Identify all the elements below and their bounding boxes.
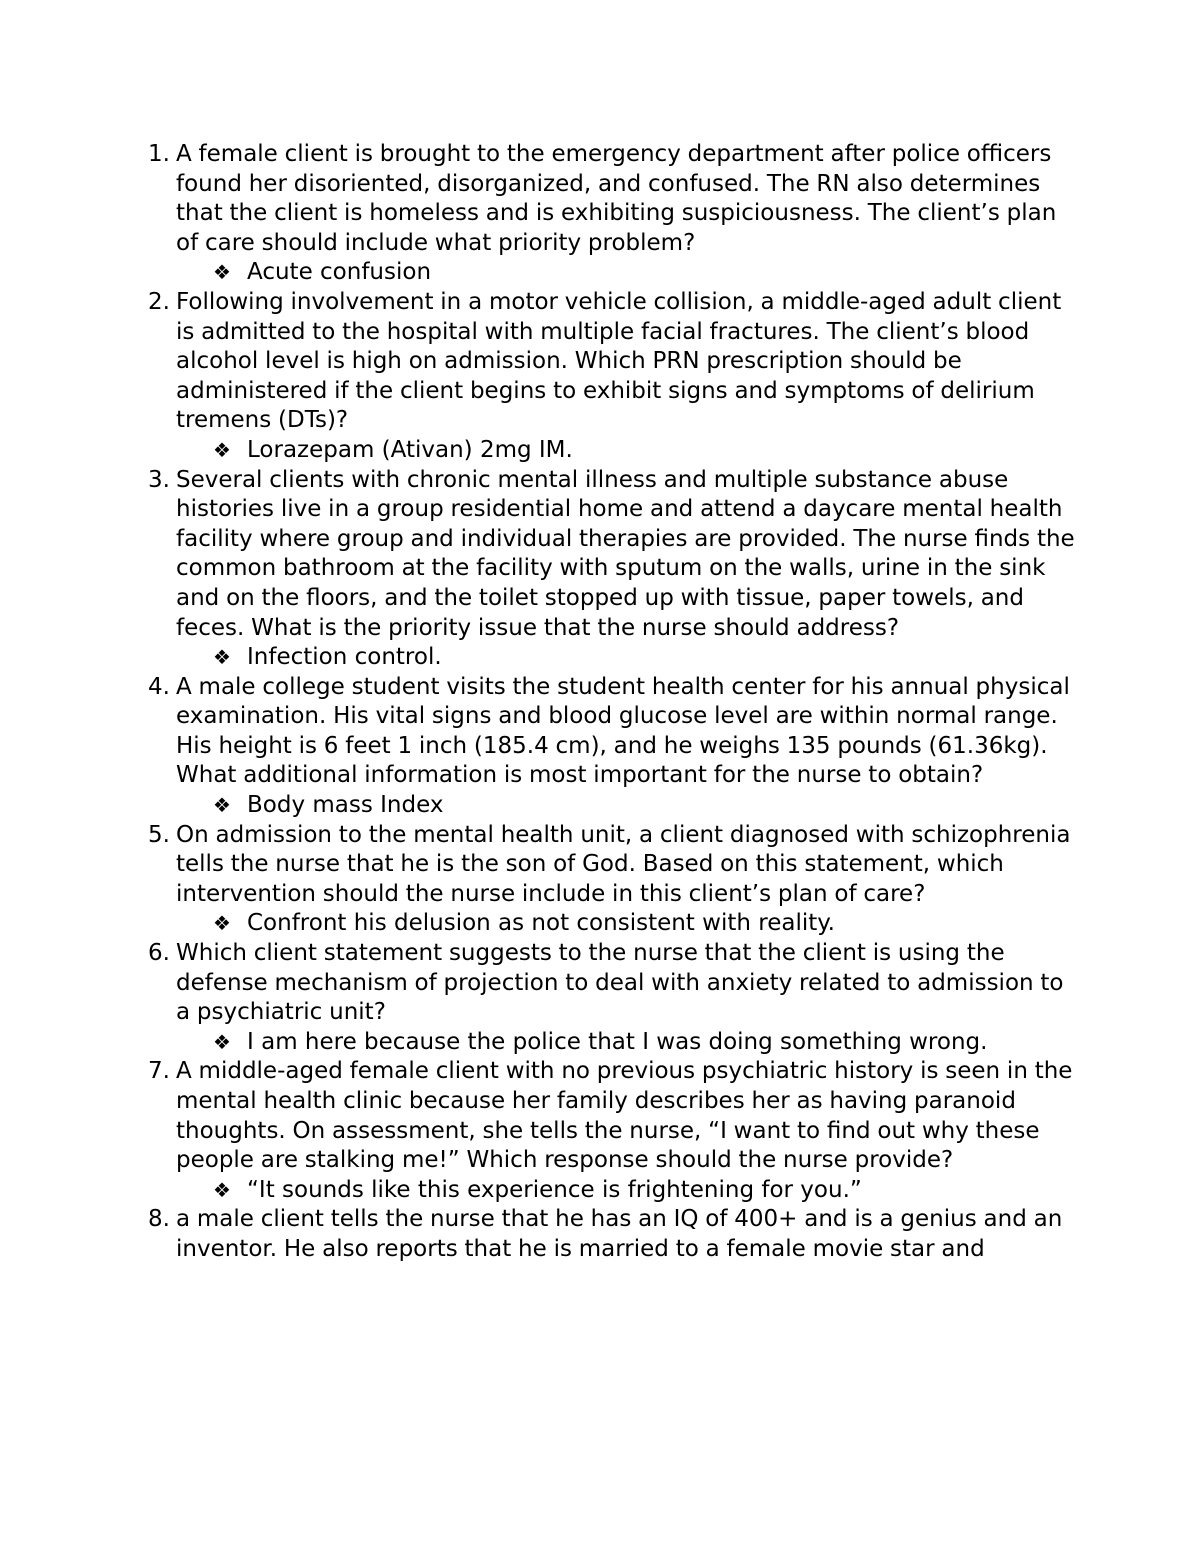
answer-line <box>176 258 1076 288</box>
question-list <box>148 140 1076 1265</box>
question-text: A middle-aged female client with no previous psychiatric history is seen in the mental health clinic because her family describes her as having paranoid thoughts. On assessment, she tells the nurse, “I want to find out why these people are stalking me!” Which response should the nurse provide? <box>176 1058 1073 1174</box>
four-diamond-bullet-icon: ❖ <box>213 1177 231 1202</box>
question-item-1 <box>148 140 1076 288</box>
question-number: 2. <box>148 288 170 315</box>
answer-line <box>176 643 1076 673</box>
question-number: 1. <box>148 141 170 167</box>
four-diamond-bullet-icon: ❖ <box>213 437 231 462</box>
answer-text: Body mass Index <box>247 792 444 819</box>
question-item-7 <box>148 1057 1076 1205</box>
answer-line <box>176 791 1076 821</box>
question-number: 8. <box>148 1206 170 1233</box>
answer-text: I am here because the police that I was doing something wrong. <box>247 1028 988 1055</box>
answer-text: Confront his delusion as not consistent with reality. <box>247 910 835 937</box>
question-item-5 <box>148 821 1076 939</box>
question-number: 5. <box>148 821 170 848</box>
answer-line <box>176 436 1076 466</box>
four-diamond-bullet-icon: ❖ <box>213 793 231 818</box>
answer-text: “It sounds like this experience is frightening for you.” <box>247 1176 862 1203</box>
question-item-6 <box>148 939 1076 1057</box>
question-text: Which client statement suggests to the nurse that the client is using the defense mechanism of projection to deal with anxiety related to admission to a psychiatric unit? <box>176 940 1064 1026</box>
question-item-3 <box>148 466 1076 673</box>
four-diamond-bullet-icon: ❖ <box>213 645 231 670</box>
question-text: a male client tells the nurse that he has an IQ of 400+ and is a genius and an inventor. He also reports that he is married to a female movie star and <box>176 1206 1063 1262</box>
question-text: A female client is brought to the emergency department after police officers found her disoriented, disorganized, and confused. The RN also determines that the client is homeless and is exhibiting suspiciousness. The client’s plan of care should include what priority problem? <box>176 141 1057 256</box>
question-text: A male college student visits the student health center for his annual physical examination. His vital signs and blood glucose level are within normal range. His height is 6 feet 1 inch (185.4 cm), and he weighs 135 pounds (61.36kg). What additional information is most important for the nurse to obtain? <box>176 673 1070 789</box>
four-diamond-bullet-icon: ❖ <box>213 911 231 936</box>
question-number: 6. <box>148 940 170 967</box>
question-item-4 <box>148 673 1076 821</box>
question-number: 7. <box>148 1058 170 1085</box>
answer-line <box>176 1176 1076 1206</box>
four-diamond-bullet-icon: ❖ <box>213 1029 231 1054</box>
answer-text: Lorazepam (Ativan) 2mg IM. <box>247 436 573 463</box>
question-item-8 <box>148 1205 1076 1264</box>
question-text: On admission to the mental health unit, a client diagnosed with schizophrenia tells the nurse that he is the son of God. Based on this statement, which intervention should the nurse include in this client’s plan of care? <box>176 821 1071 907</box>
answer-line <box>176 1028 1076 1058</box>
answer-text: Acute confusion <box>247 259 432 286</box>
question-text: Following involvement in a motor vehicle collision, a middle-aged adult client is admitted to the hospital with multiple facial fractures. The client’s blood alcohol level is high on admission. Which PRN prescription should be administered if the client begins to exhibit signs and symptoms of delirium tremens (DTs)? <box>176 288 1062 434</box>
question-number: 4. <box>148 673 170 700</box>
question-text: Several clients with chronic mental illness and multiple substance abuse histories live in a group residential home and attend a daycare mental health facility where group and individual therapies are provided. The nurse finds the common bathroom at the facility with sputum on the walls, urine in the sink and on the floors, and the toilet stopped up with tissue, paper towels, and feces. What is the priority issue that the nurse should address? <box>176 466 1075 641</box>
question-number: 3. <box>148 466 170 493</box>
answer-line <box>176 909 1076 939</box>
answer-text: Infection control. <box>247 644 442 671</box>
four-diamond-bullet-icon: ❖ <box>213 260 231 285</box>
question-item-2 <box>148 288 1076 466</box>
